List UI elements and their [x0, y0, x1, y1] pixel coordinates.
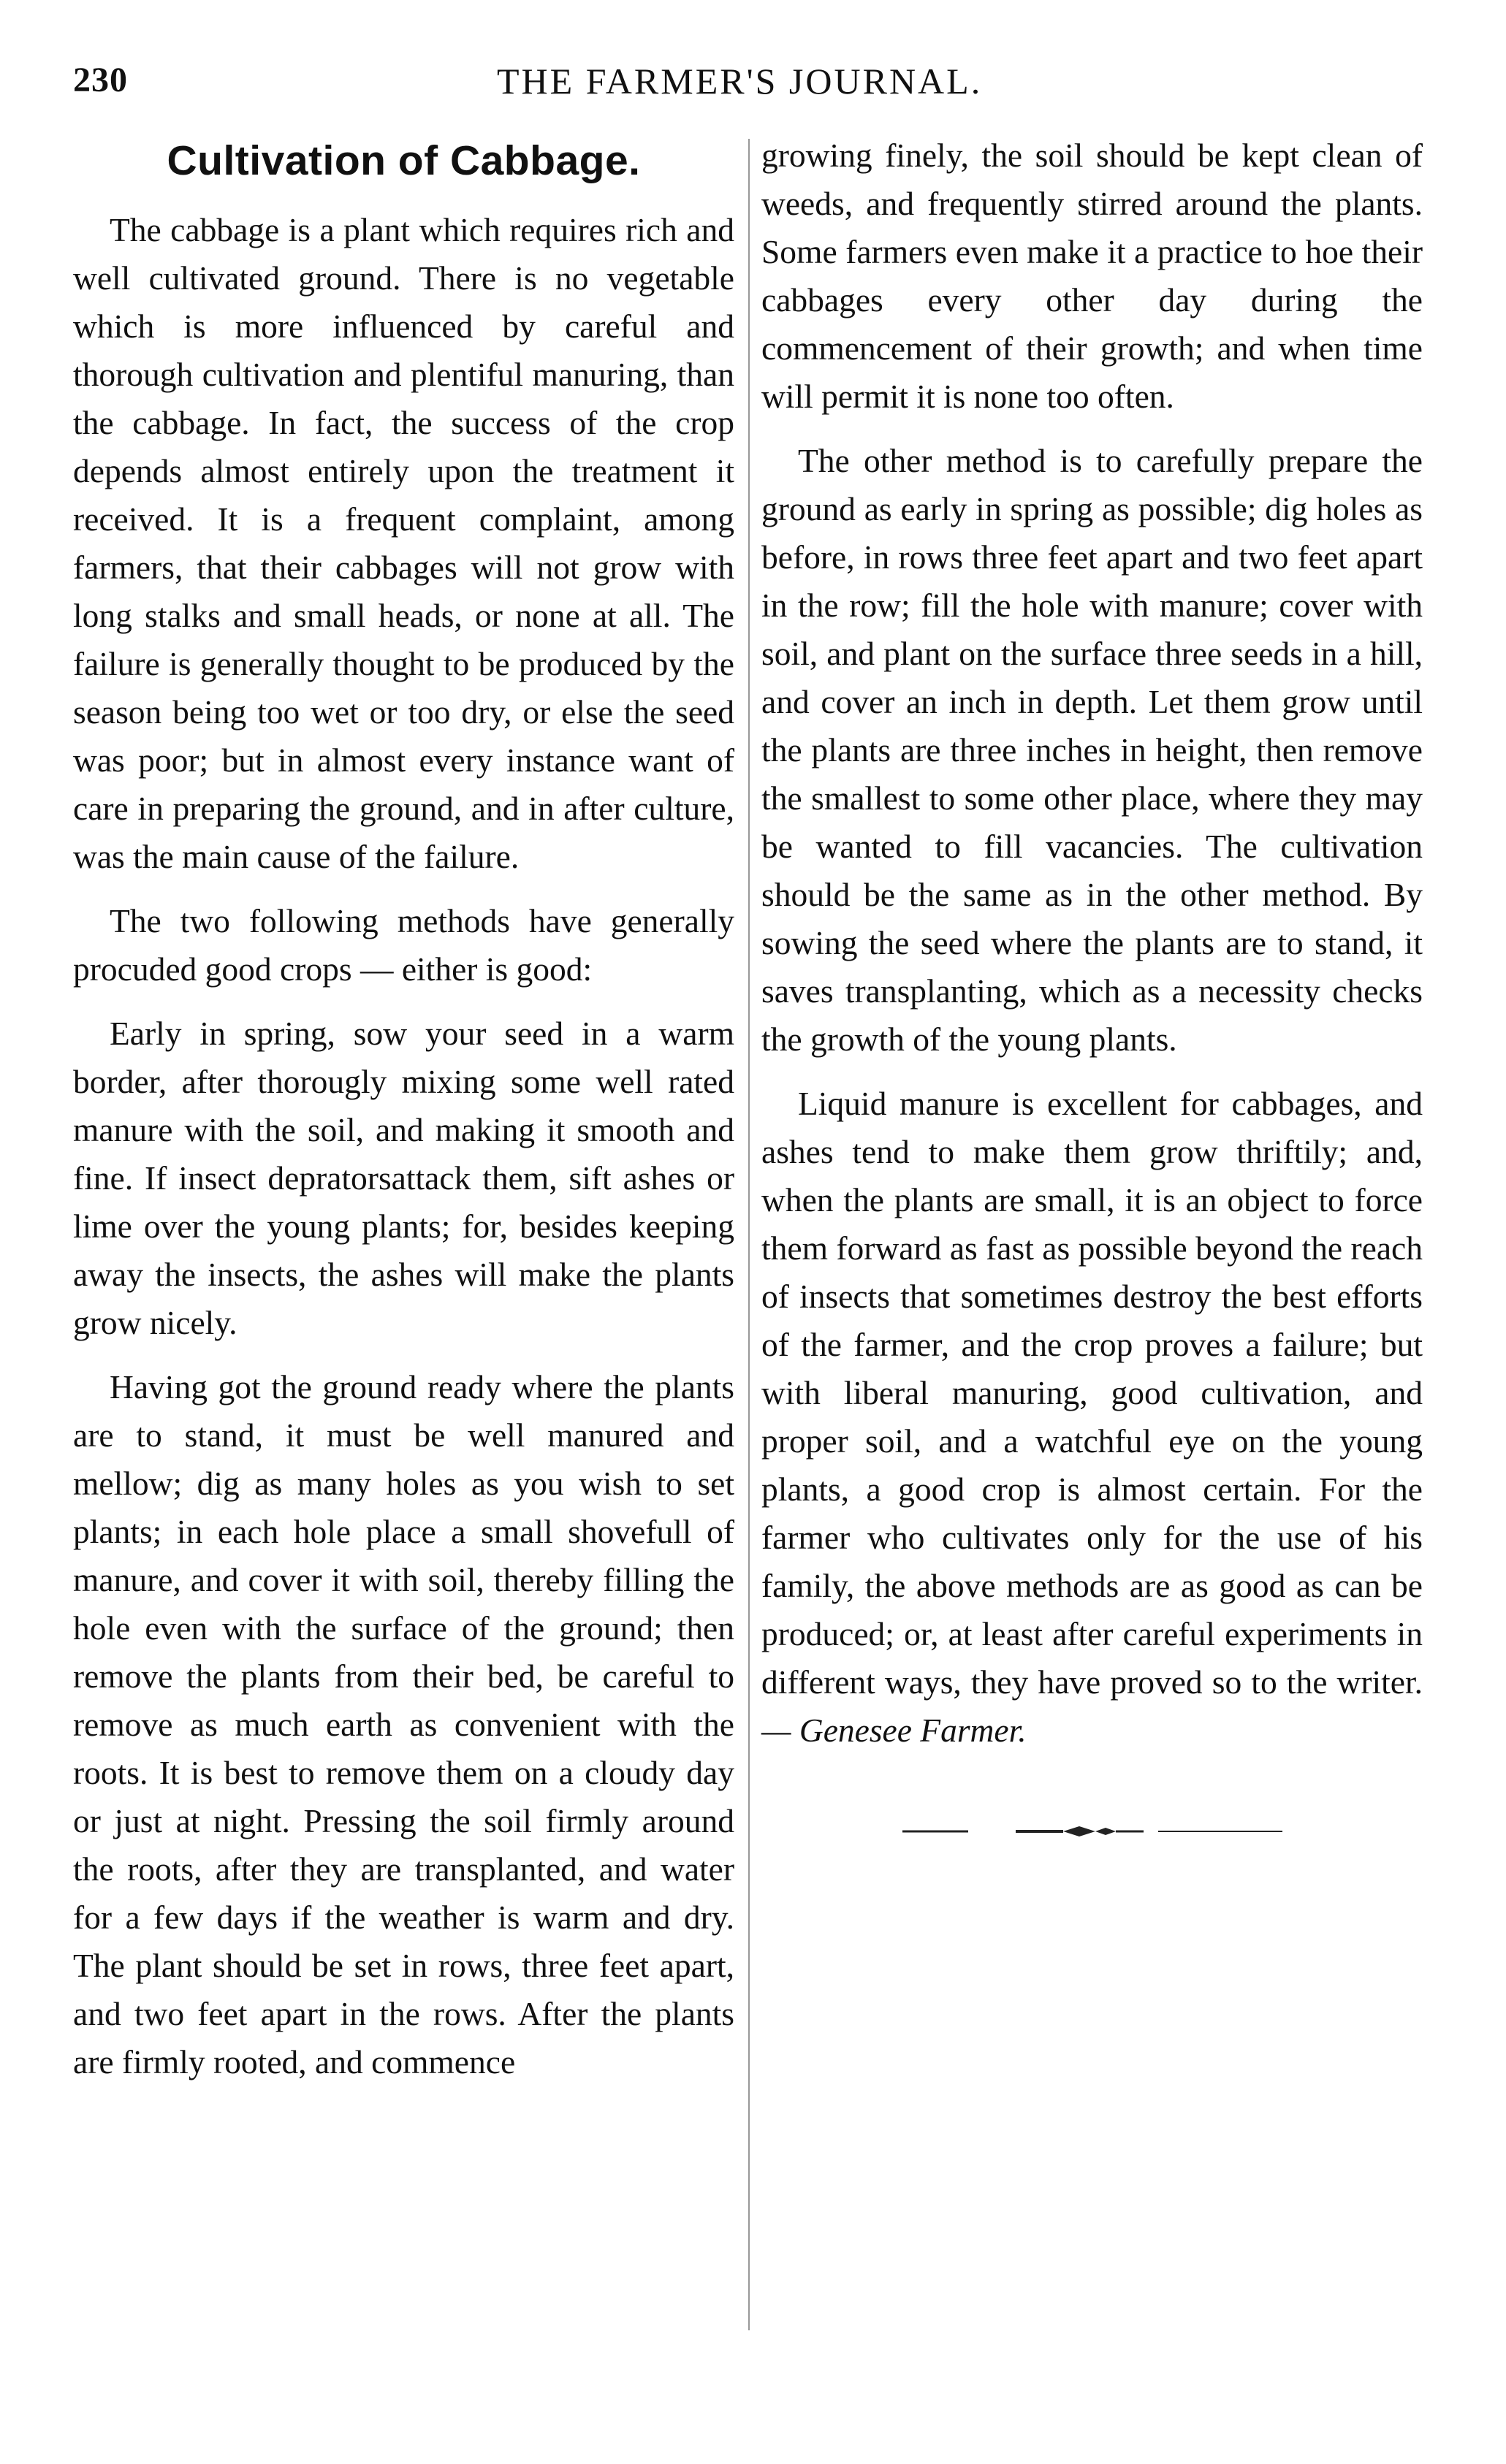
- paragraph-continued: growing finely, the soil should be kept clean of weeds, and frequently stirred around the plants. Some farmers even make it a practice to hoe their cabbages every other day during the commencement of their growth; and when time will permit it is none too often.: [761, 137, 1423, 415]
- column-divider: [748, 139, 750, 2330]
- paragraph: The two following methods have generally procuded good crops — either is good:: [73, 902, 734, 988]
- paragraph: Early in spring, sow your seed in a warm border, after thorougly mixing some well rated manure with the soil, and making it smooth and fine. If insect depratorsattack them, sift ashes or lime over the young plants; for, besides keeping away the insects, the ashes will make the plants grow nicely.: [73, 1015, 734, 1341]
- article-title: Cultivation of Cabbage.: [167, 137, 641, 184]
- section-end-ornament: [888, 1820, 1297, 1842]
- left-column: [73, 131, 734, 2102]
- source-attribution: — Genesee Farmer.: [761, 1712, 1027, 1749]
- paragraph: The cabbage is a plant which requires rich and well cultivated ground. There is no vegetable which is more influenced by careful and thorough cultivation and plentiful manuring, than the cabbage. In fact, the success of the crop depends almost entirely upon the treatment it received. It is a frequent complaint, among farmers, that their cabbages will not grow with long stalks and small heads, or none at all. The failure is generally thought to be produced by the season being too wet or too dry, or else the seed was poor; but in almost every instance want of care in preparing the ground, and in after culture, was the main cause of the failure.: [73, 211, 734, 875]
- running-head: [73, 60, 1447, 118]
- paragraph: The other method is to carefully prepare the ground as early in spring as possible; dig holes as before, in rows three feet apart and two feet apart in the row; fill the hole with manure; cover with soil, and plant on the surface three seeds in a hill, and cover an inch in depth. Let them grow until the plants are three inches in height, then remove the smallest to some other place, where they may be wanted to fill vacancies. The cultivation should be the same as in the other method. By sowing the seed where the plants are to stand, it saves transplanting, which as a necessity checks the growth of the young plants.: [761, 442, 1423, 1058]
- paragraph-text: Liquid manure is excellent for cabbages, and ashes tend to make them grow thriftily; and, when the plants are small, it is an object to force them forward as fast as possible beyond the reach of insects that sometimes destroy the best efforts of the farmer, and the crop proves a failure; but with liberal manuring, good cultivation, and proper soil, and a watchful eye on the young plants, a good crop is almost certain. For the farmer who cultivates only for the use of his family, the above methods are as good as can be produced; or, at least after careful experiments in different ways, they have proved so to the writer.: [761, 1085, 1423, 1701]
- paragraph: [761, 1080, 1423, 1755]
- ornament-rule-icon: [888, 1820, 1297, 1842]
- paragraph: Having got the ground ready where the plants are to stand, it must be well manured and mellow; dig as many holes as you wish to set plants; in each hole place a small shovefull of manure, and cover it with soil, thereby filling the hole even with the surface of the ground; then remove the plants from their bed, be careful to remove as much earth as convenient with the roots. It is best to remove them on a cloudy day or just at night. Pressing the soil firmly around the roots, after they are transplanted, and water for a few days if the weather is warm and dry. The plant should be set in rows, three feet apart, and two feet apart in the rows. After the plants are firmly rooted, and commence: [73, 1368, 734, 2080]
- page-number: 230: [73, 61, 128, 99]
- right-column: [761, 131, 1423, 1842]
- journal-title: THE FARMER'S JOURNAL.: [497, 61, 983, 102]
